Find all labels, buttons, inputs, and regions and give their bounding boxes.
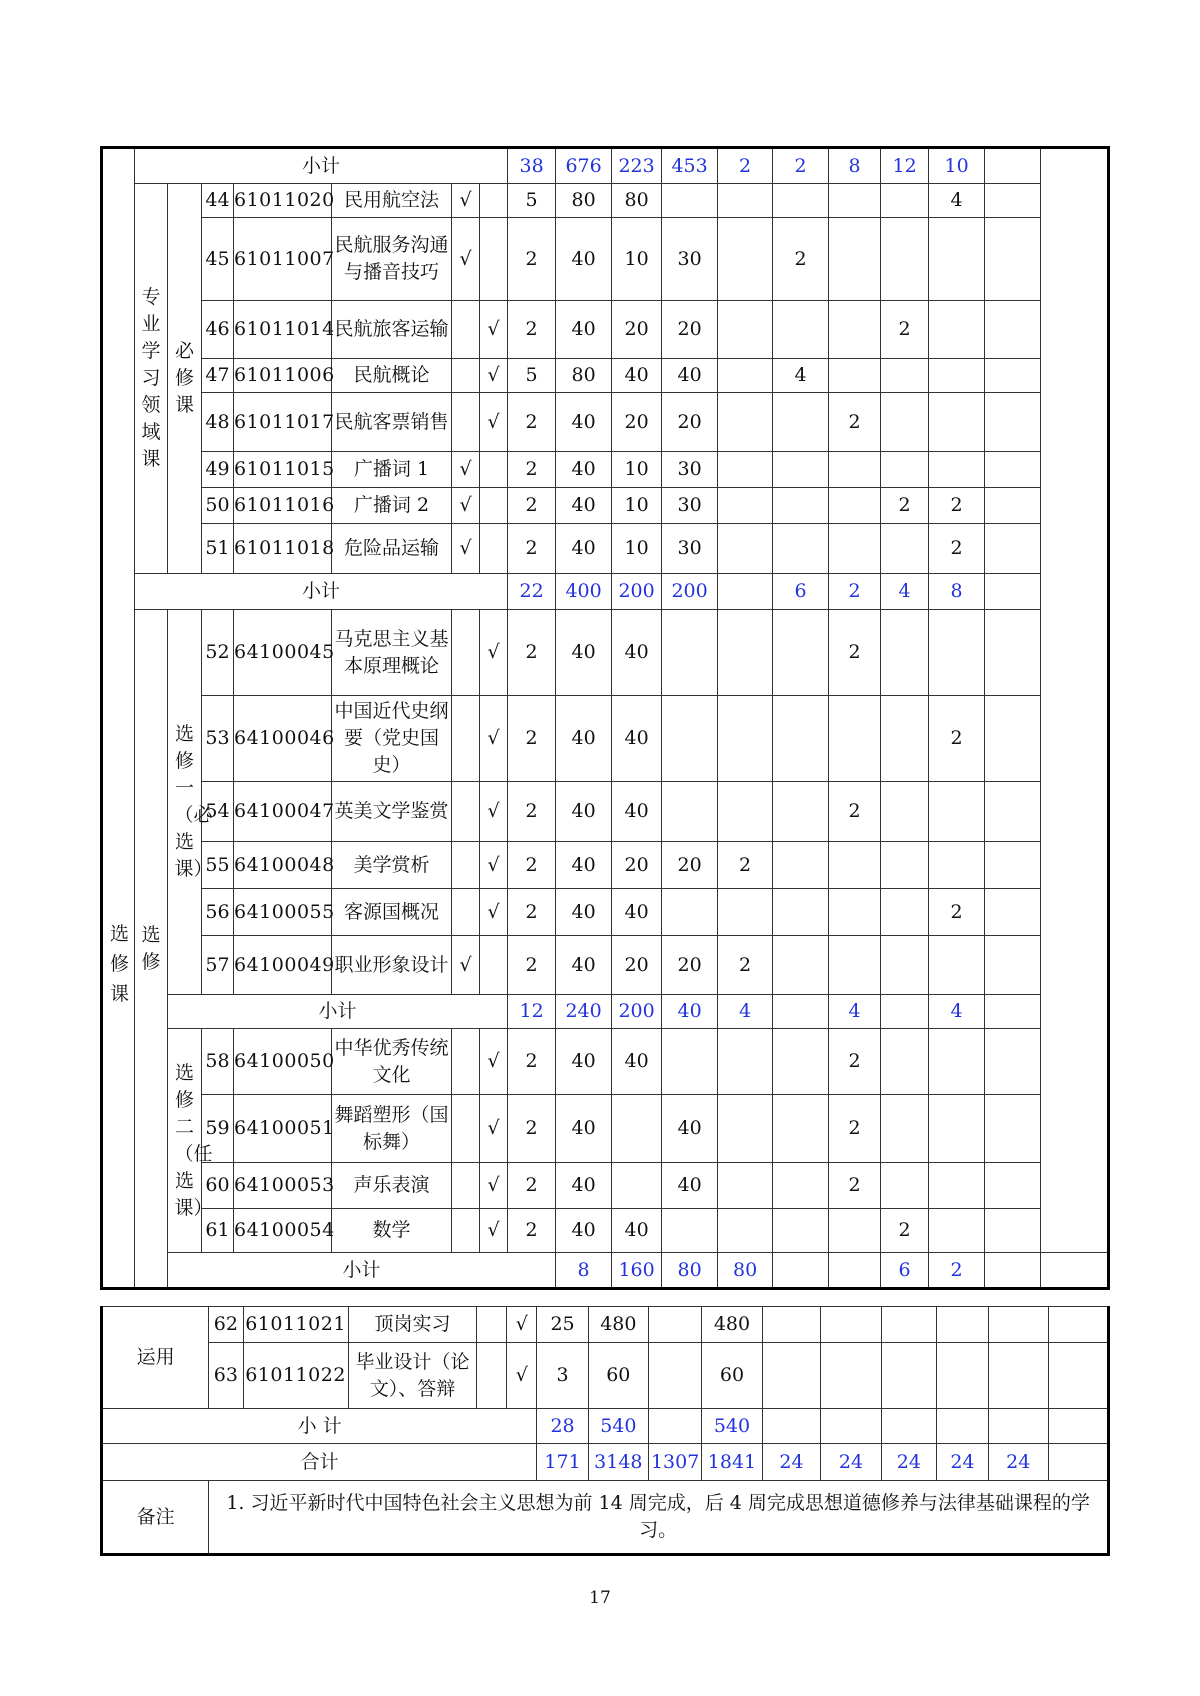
subtotal-label: 小计 (135, 148, 508, 184)
group-elective-2: 选修二（任选课） (168, 1029, 202, 1253)
course-row: 45 61011007 民航服务沟通与播音技巧 √ 2 40 10 30 2 (102, 218, 1109, 301)
group-major-area: 专业学习领域课 (135, 184, 168, 574)
course-row: 49 61011015 广播词 1 √ 2 40 10 30 (102, 452, 1109, 488)
subtotal-label: 小计 (135, 574, 508, 610)
course-schedule-tail (100, 1306, 1110, 1556)
group-elective-1: 选修一（必选课） (168, 610, 202, 995)
course-row: 55 64100048 美学赏析 √ 2 40 20 20 2 (102, 842, 1109, 889)
course-row: 61 64100054 数学 √ 2 40 40 2 (102, 1209, 1109, 1253)
course-row: 选修 选修一（必选课） 52 64100045 马克思主义基本原理概论 √ 2 40 40 2 (102, 610, 1109, 696)
subtotal-label: 小计 (168, 995, 508, 1029)
note-label: 备注 (102, 1481, 209, 1555)
course-schedule-table (100, 146, 1110, 1290)
note-text: 1. 习近平新时代中国特色社会主义思想为前 14 周完成，后 4 周完成思想道德修养与法律基础课程的学习。 (209, 1481, 1109, 1555)
group-required: 必修课 (168, 184, 202, 574)
course-row: 46 61011014 民航旅客运输 √ 2 40 20 20 2 (102, 301, 1109, 359)
course-row: 专业学习领域课 必修课 44 61011020 民用航空法 √ 5 80 80 4 (102, 184, 1109, 218)
subtotal-row: 小计 12 240 200 40 4 4 4 (102, 995, 1109, 1029)
subtotal-row: 小计 8 160 80 80 6 2 (102, 1253, 1109, 1289)
grand-total-row: 合计 171 3148 1307 1841 24 24 24 24 24 (102, 1444, 1109, 1481)
subtotal-row: 小 计 28 540 540 (102, 1409, 1109, 1444)
course-row: 51 61011018 危险品运输 √ 2 40 10 30 2 (102, 524, 1109, 574)
course-row: 60 64100053 声乐表演 √ 2 40 40 2 (102, 1163, 1109, 1209)
subtotal-label: 小 计 (102, 1409, 537, 1444)
course-row: 50 61011016 广播词 2 √ 2 40 10 30 2 2 (102, 488, 1109, 524)
course-row: 运用 62 61011021 顶岗实习 √ 25 480 480 (102, 1307, 1109, 1343)
subtotal-row: 小计 22 400 200 200 6 2 4 8 (102, 574, 1109, 610)
course-row: 59 64100051 舞蹈塑形（国标舞） √ 2 40 40 2 (102, 1095, 1109, 1163)
course-row: 54 64100047 英美文学鉴赏 √ 2 40 40 2 (102, 782, 1109, 842)
course-row: 53 64100046 中国近代史纲要（党史国史） √ 2 40 40 2 (102, 696, 1109, 782)
subtotal-label: 小计 (168, 1253, 556, 1289)
course-row: 47 61011006 民航概论 √ 5 80 40 40 4 (102, 359, 1109, 393)
group-applied: 运用 (102, 1307, 209, 1409)
course-row: 63 61011022 毕业设计（论文）、答辩 √ 3 60 60 (102, 1343, 1109, 1409)
course-row: 56 64100055 客源国概况 √ 2 40 40 2 (102, 889, 1109, 936)
grand-total-label: 合计 (102, 1444, 537, 1481)
course-row: 48 61011017 民航客票销售 √ 2 40 20 20 2 (102, 393, 1109, 452)
subtotal-row: 小计 38 676 223 453 2 2 8 12 10 (102, 148, 1109, 184)
note-row (102, 1481, 1109, 1555)
page-number: 17 (589, 1588, 611, 1608)
course-row: 57 64100049 职业形象设计 √ 2 40 20 20 2 (102, 936, 1109, 995)
course-row: 选修二（任选课） 58 64100050 中华优秀传统文化 √ 2 40 40 2 (102, 1029, 1109, 1095)
group-elective-course-label: 选修课 (109, 923, 129, 1005)
group-elective: 选修 (135, 610, 168, 1289)
